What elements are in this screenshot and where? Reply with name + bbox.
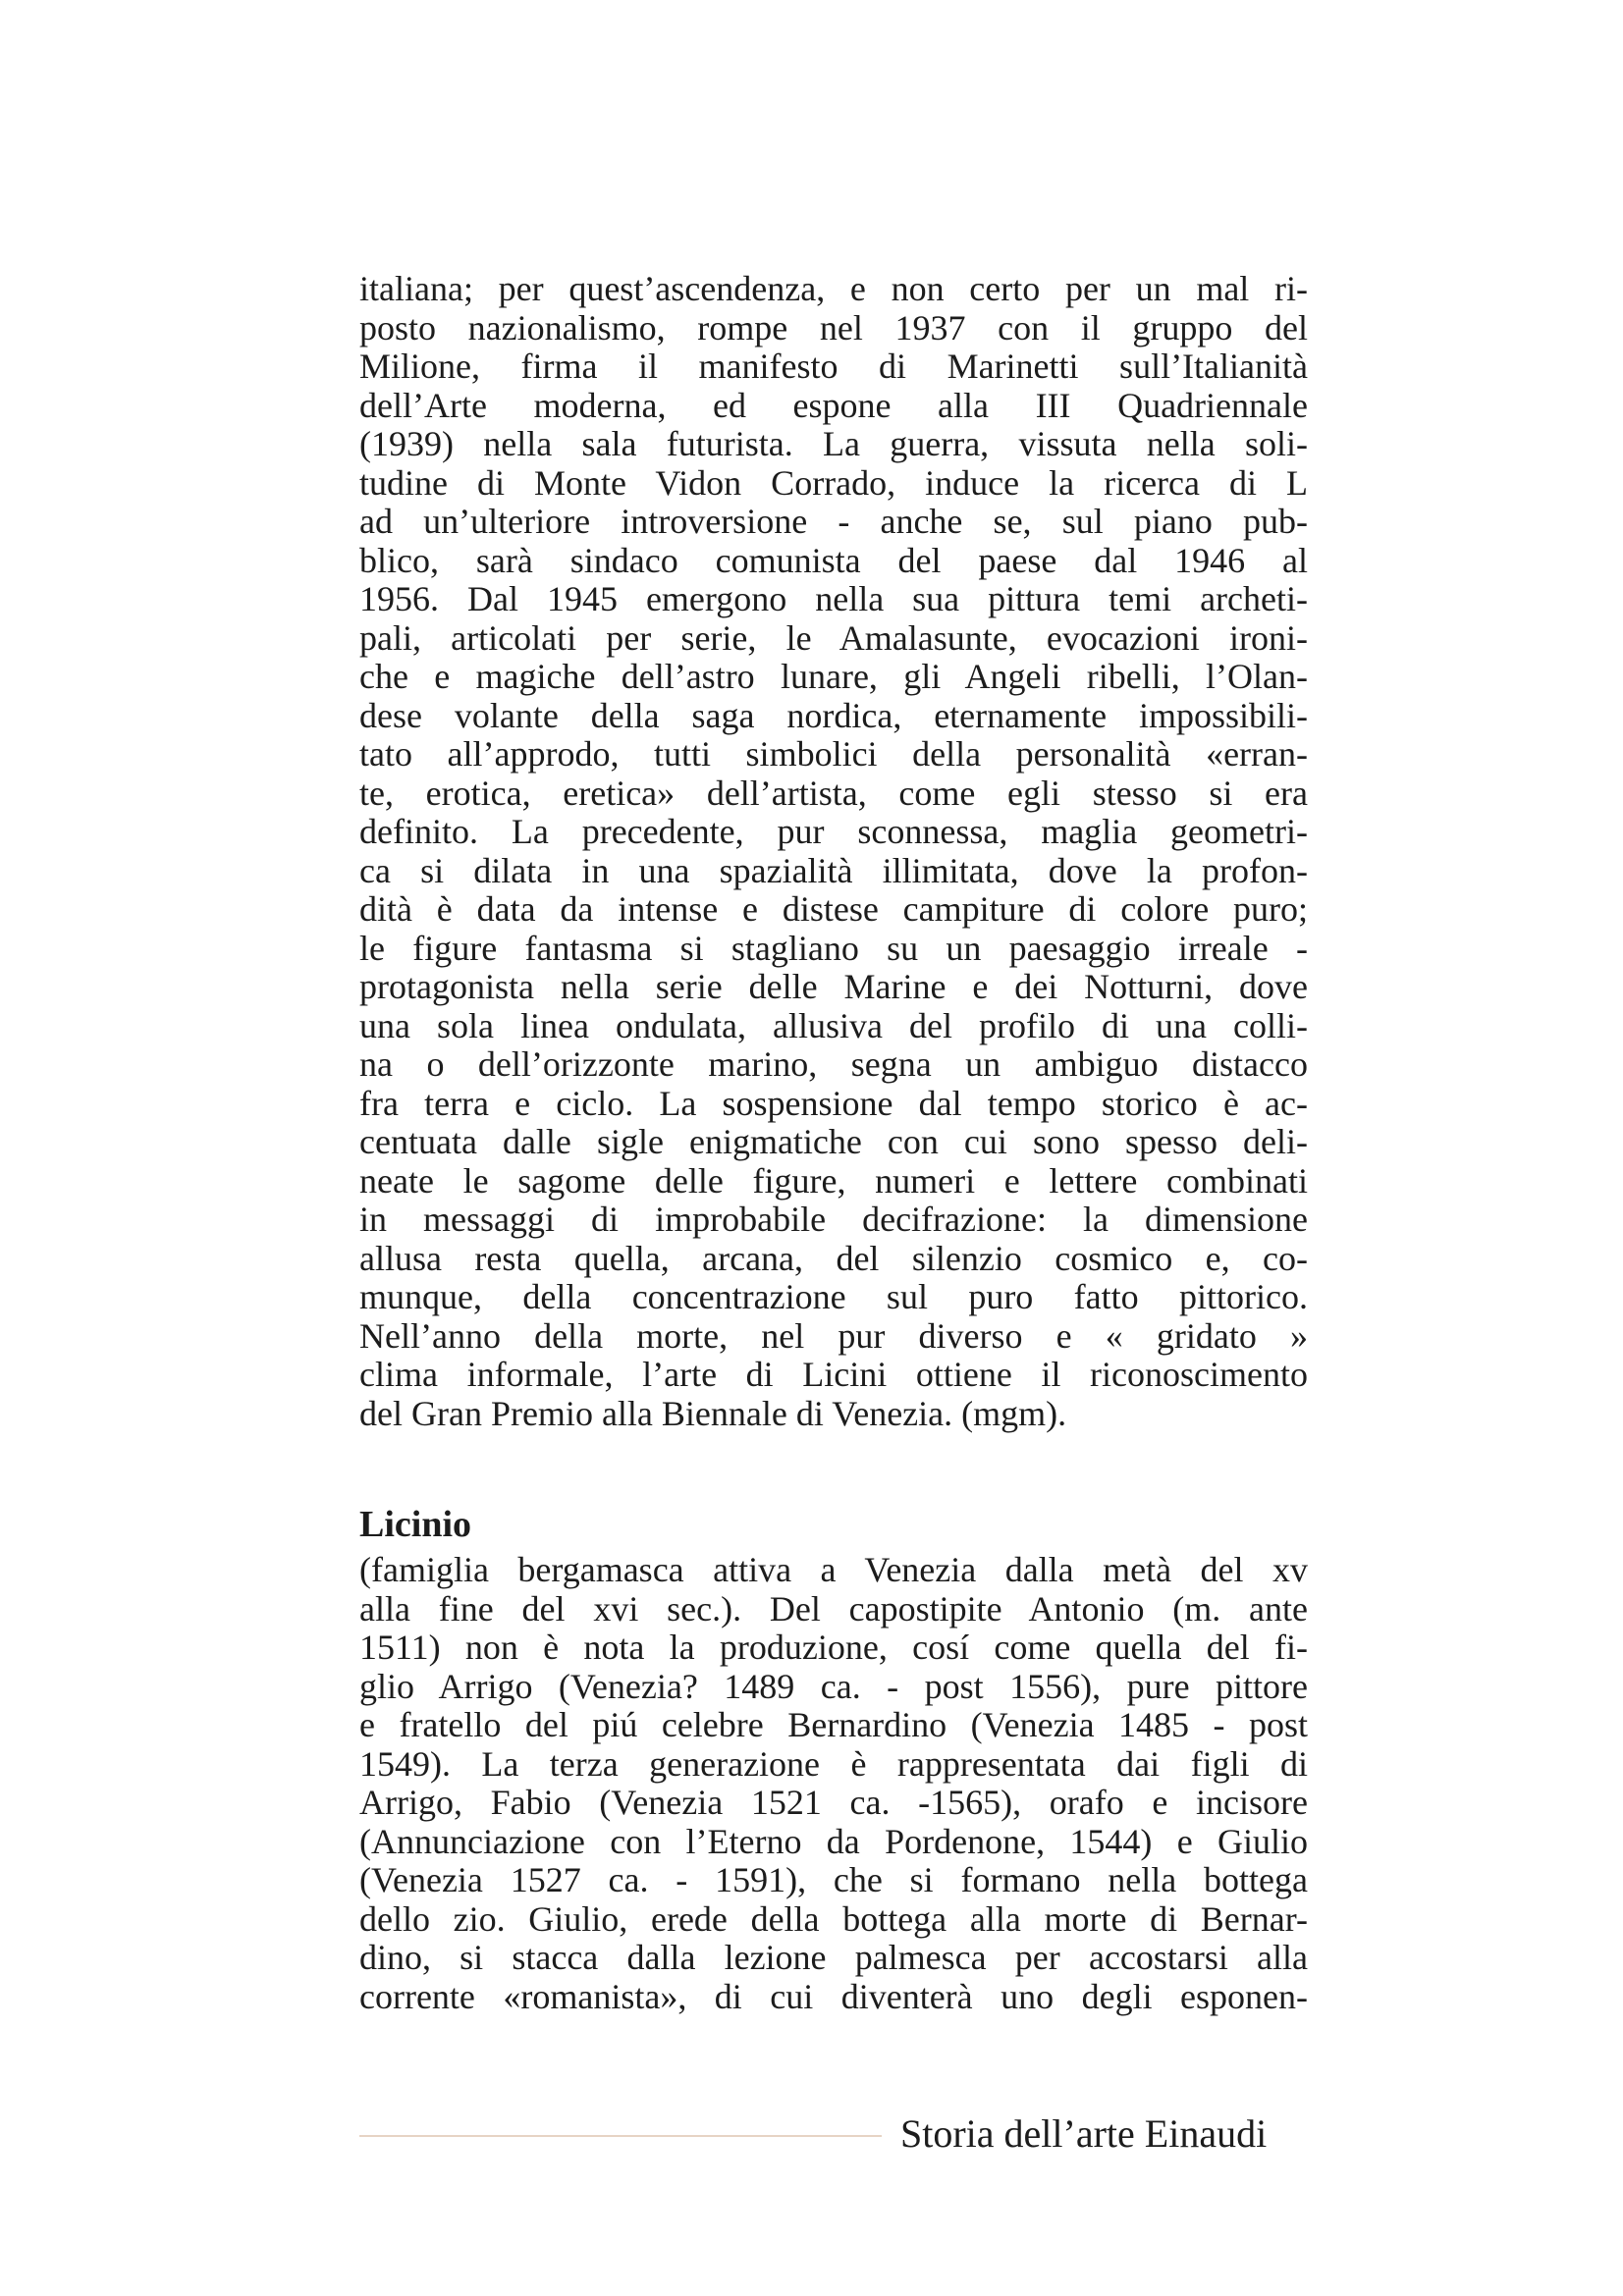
text-line: pali, articolati per serie, le Amalasunte, evocazioni ironi- xyxy=(359,617,1308,658)
text-line: 1956. Dal 1945 emergono nella sua pittura temi archeti- xyxy=(359,579,1308,618)
text-line: allusa resta quella, arcana, del silenzio cosmico e, co- xyxy=(359,1238,1308,1278)
text-line: centuata dalle sigle enigmatiche con cui sono spesso deli- xyxy=(359,1122,1308,1161)
text-line: dese volante della saga nordica, eternamente impossibili- xyxy=(359,695,1308,735)
text-line: italiana; per quest’ascendenza, e non certo per un mal ri- xyxy=(359,269,1308,308)
text-line: clima informale, l’arte di Licini ottiene il riconoscimento xyxy=(359,1355,1308,1394)
entry-title: Licinio xyxy=(359,1504,472,1545)
text-line: Milione, firma il manifesto di Marinetti sull’Italianità xyxy=(359,347,1308,386)
text-line: del Gran Premio alla Biennale di Venezia. (mgm). xyxy=(359,1393,1067,1433)
text-line: una sola linea ondulata, allusiva del profilo di una colli- xyxy=(359,1005,1308,1045)
text-line: tudine di Monte Vidon Corrado, induce la ricerca di L xyxy=(359,462,1308,503)
text-line: dità è data da intense e distese campiture di colore puro; xyxy=(359,889,1308,929)
text-line: (famiglia bergamasca attiva a Venezia dalla metà del xv xyxy=(359,1550,1308,1589)
text-line: dino, si stacca dalla lezione palmesca per accostarsi alla xyxy=(359,1938,1308,1977)
text-line: in messaggi di improbabile decifrazione: la dimensione xyxy=(359,1200,1308,1239)
text-line: che e magiche dell’astro lunare, gli Angeli ribelli, l’Olan- xyxy=(359,657,1308,696)
entry-paragraph xyxy=(359,1551,1308,2016)
text-line: 1549). La terza generazione è rappresentata dai figli di xyxy=(359,1743,1308,1784)
text-line: protagonista nella serie delle Marine e dei Notturni, dove xyxy=(359,967,1308,1006)
text-line: 1511) non è nota la produzione, cosí come quella del fi- xyxy=(359,1628,1308,1667)
text-line: Nell’anno della morte, nel pur diverso e « gridato » xyxy=(359,1315,1308,1356)
text-line: posto nazionalismo, rompe nel 1937 con il gruppo del xyxy=(359,307,1308,347)
text-line: Arrigo, Fabio (Venezia 1521 ca. -1565), orafo e incisore xyxy=(359,1783,1308,1822)
text-line: neate le sagome delle figure, numeri e lettere combinati xyxy=(359,1160,1308,1201)
text-line: ca si dilata in una spazialità illimitata, dove la profon- xyxy=(359,850,1308,890)
text-line: munque, della concentrazione sul puro fatto pittorico. xyxy=(359,1277,1308,1316)
text-line: glio Arrigo (Venezia? 1489 ca. - post 1556), pure pittore xyxy=(359,1666,1308,1706)
text-line: corrente «romanista», di cui diventerà uno degli esponen- xyxy=(359,1976,1308,2016)
text-line: (1939) nella sala futurista. La guerra, vissuta nella soli- xyxy=(359,424,1308,463)
text-line: e fratello del piú celebre Bernardino (Venezia 1485 - post xyxy=(359,1705,1308,1744)
text-line: le figure fantasma si stagliano su un paesaggio irreale - xyxy=(359,928,1308,968)
text-line: te, erotica, eretica» dell’artista, come egli stesso si era xyxy=(359,773,1308,813)
text-line: blico, sarà sindaco comunista del paese dal 1946 al xyxy=(359,540,1308,580)
footer-publication-title: Storia dell’arte Einaudi xyxy=(900,2111,1268,2156)
text-line: (Venezia 1527 ca. - 1591), che si formano nella bottega xyxy=(359,1860,1308,1899)
article-continuation-paragraph xyxy=(359,270,1308,1433)
text-line: definito. La precedente, pur sconnessa, maglia geometri- xyxy=(359,812,1308,851)
text-line: dello zio. Giulio, erede della bottega alla morte di Bernar- xyxy=(359,1898,1308,1939)
text-line: fra terra e ciclo. La sospensione dal tempo storico è ac- xyxy=(359,1083,1308,1123)
text-line: ad un’ulteriore introversione - anche se, sul piano pub- xyxy=(359,502,1308,541)
text-line: (Annunciazione con l’Eterno da Pordenone, 1544) e Giulio xyxy=(359,1821,1308,1861)
text-line: dell’Arte moderna, ed espone alla III Quadriennale xyxy=(359,385,1308,425)
footer-divider xyxy=(359,2135,882,2137)
text-line: na o dell’orizzonte marino, segna un ambiguo distacco xyxy=(359,1044,1308,1084)
text-line: tato all’approdo, tutti simbolici della personalità «erran- xyxy=(359,734,1308,774)
text-line: alla fine del xvi sec.). Del capostipite Antonio (m. ante xyxy=(359,1588,1308,1629)
